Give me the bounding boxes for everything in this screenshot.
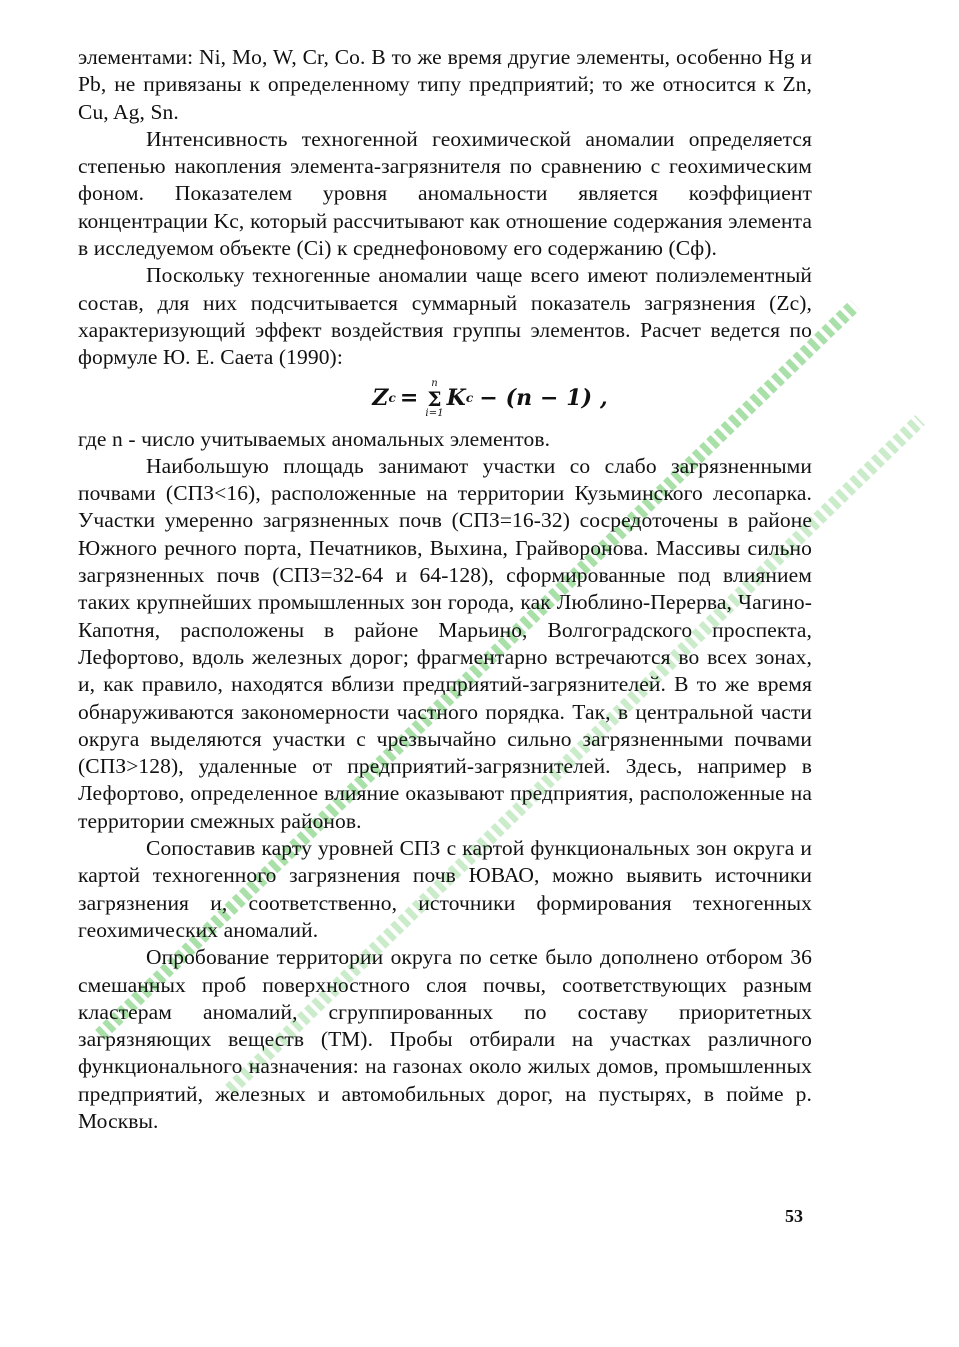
- paragraph-6: Сопоставив карту уровней СПЗ с картой функциональных зон округа и картой техногенного загрязнения почв ЮВАО, можно выявить источники загрязнения и, соответственно, источники формирования техногенных геохимических аномалий.: [78, 836, 812, 942]
- body-text: [78, 44, 812, 1135]
- formula-sum-lower: i=1: [425, 407, 444, 419]
- formula-term-sub: c: [465, 390, 474, 405]
- formula-term: K: [446, 384, 466, 411]
- page-number: 53: [785, 1206, 803, 1226]
- paragraph-2: Интенсивность техногенной геохимической аномалии определяется степенью накопления элемента-загрязнителя по сравнению с геохимическим фоном. Показателем уровня аномальности является коэффициент концентрации Kc, который рассчитывают как отношение содержания элемента в исследуемом объекте (Ci) к среднефоновому его содержанию (Cф).: [78, 126, 812, 261]
- paragraph-1: элементами: Ni, Mo, W, Cr, Co. В то же время другие элементы, особенно Hg и Pb, не привязаны к определенному типу предприятий; то же относится к Zn, Cu, Ag, Sn.: [78, 45, 812, 124]
- formula-lhs: Z: [372, 384, 389, 411]
- formula-lhs-sub: c: [388, 390, 396, 405]
- paragraph-5: Наибольшую площадь занимают участки со слабо загрязненными почвами (СПЗ<16), расположенные на территории Кузьминского лесопарка. Участки умеренно загрязненных почв (СПЗ=16-32) сосредоточены в районе Южного речного порта, Печатников, Выхина, Грайворонова. Массивы сильно загрязненных почв (СПЗ=32-64 и 64-128), сформированные под влиянием таких крупнейших промышленных зон города, как Люблино-Перерва, Чагино-Капотня, расположены в районе Марьино, Волгоградского проспекта, Лефортово, вдоль железных дорог; фрагментарно встречаются во всех зонах, и, как правило, находятся вблизи предприятий-загрязнителей. В то же время обнаруживаются закономерности частного порядка. Так, в центральной части округа выделяются участки с чрезвычайно сильно загрязненными почвами (СПЗ>128), удаленные от предприятий-загрязнителей. Здесь, например в Лефортово, определенное влияние оказывают предприятия, расположенные на территории смежных районов.: [78, 453, 812, 833]
- paragraph-4: где n - число учитываемых аномальных элементов.: [78, 426, 551, 451]
- formula-sum-upper: n: [431, 377, 438, 389]
- formula-rest: − (n − 1) ,: [479, 384, 608, 411]
- formula-sum: [425, 379, 443, 419]
- formula-sum-symbol: Σ: [427, 386, 442, 411]
- formula-eq: =: [399, 384, 419, 411]
- paragraph-7: Опробование территории округа по сетке было дополнено отбором 36 смешанных проб поверхностного слоя почвы, соответствующих разным кластерам аномалий, сгруппированных по составу приоритетных загрязняющих веществ (ТМ). Пробы отбирали на участках различного функционального назначения: на газонах около жилых домов, промышленных предприятий, железных и автомобильных дорог, на пустырях, в пойме р. Москвы.: [78, 945, 812, 1133]
- formula-zc: [78, 372, 812, 426]
- paragraph-3: Поскольку техногенные аномалии чаще всего имеют полиэлементный состав, для них подсчитывается суммарный показатель загрязнения (Zc), характеризующий эффект воздействия группы элементов. Расчет ведется по формуле Ю. Е. Саета (1990):: [78, 263, 812, 370]
